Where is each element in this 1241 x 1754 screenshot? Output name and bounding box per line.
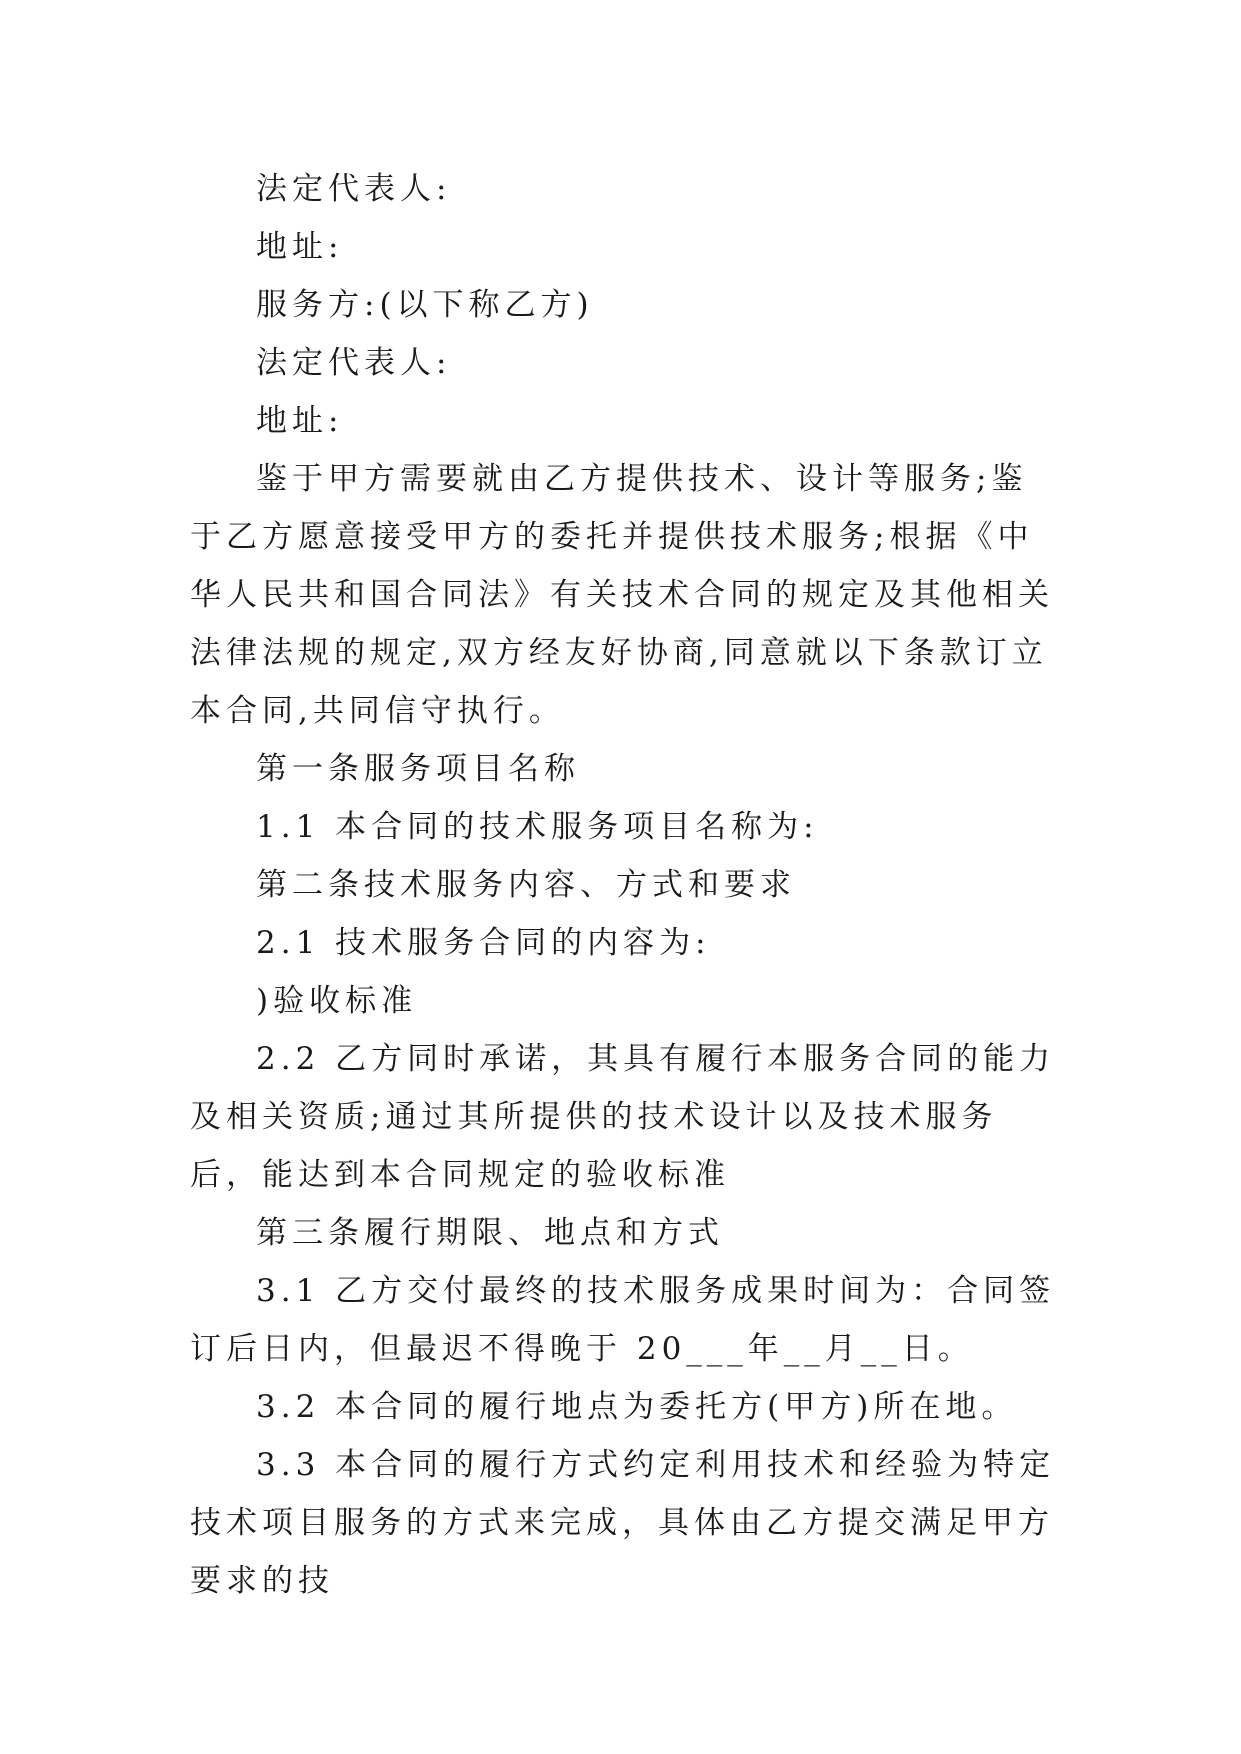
paragraph-representative-1: 法定代表人:: [256, 171, 452, 207]
paragraph-service-party: 服务方:(以下称乙方): [256, 287, 594, 323]
document-body: [190, 160, 1062, 1610]
paragraph-address-1: 地址:: [256, 229, 344, 265]
acceptance-standard-line: )验收标准: [256, 983, 418, 1019]
article-3-heading: 第三条履行期限、地点和方式: [256, 1215, 724, 1251]
clause-3-1: 3.1 乙方交付最终的技术服务成果时间为：合同签订后日内，但最迟不得晚于 20___年__月__日。: [190, 1273, 1056, 1367]
paragraph-preamble: 鉴于甲方需要就由乙方提供技术、设计等服务;鉴于乙方愿意接受甲方的委托并提供技术服务;根据《中华人民共和国合同法》有关技术合同的规定及其他相关法律法规的规定,双方经友好协商,同意就以下条款订立本合同,共同信守执行。: [190, 461, 1054, 729]
clause-2-1: 2.1 技术服务合同的内容为:: [256, 925, 711, 961]
paragraph-representative-2: 法定代表人:: [256, 345, 452, 381]
clause-1-1: 1.1 本合同的技术服务项目名称为:: [256, 809, 819, 845]
paragraph-address-2: 地址:: [256, 403, 344, 439]
article-1-heading: 第一条服务项目名称: [256, 751, 580, 787]
clause-3-3: 3.3 本合同的履行方式约定利用技术和经验为特定技术项目服务的方式来完成，具体由乙方提交满足甲方要求的技: [190, 1447, 1056, 1599]
clause-3-2: 3.2 本合同的履行地点为委托方(甲方)所在地。: [256, 1389, 1018, 1425]
clause-2-2: 2.2 乙方同时承诺，其具有履行本服务合同的能力及相关资质;通过其所提供的技术设计以及技术服务后，能达到本合同规定的验收标准: [190, 1041, 1056, 1193]
article-2-heading: 第二条技术服务内容、方式和要求: [256, 867, 796, 903]
